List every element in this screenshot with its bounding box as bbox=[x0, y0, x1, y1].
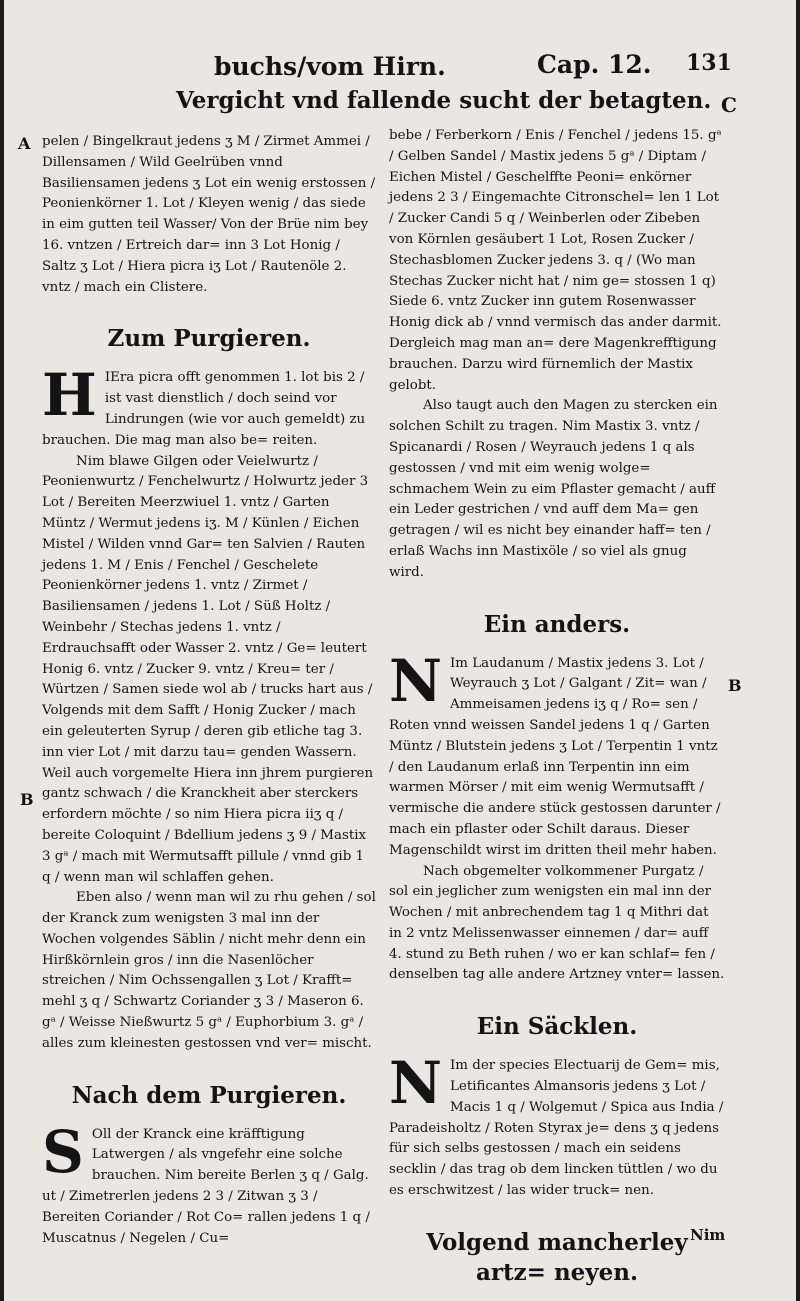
margin-mark-right: B bbox=[728, 676, 742, 695]
drop-cap-h: H bbox=[42, 361, 97, 430]
paragraph-recipe: Nim blawe Gilgen oder Veielwurtz / Peonienwurtz / Fenchelwurtz / Holwurtz jeder 3 Lot / Bereiten Meerzwiuel 1. vntz / Garten Müntz / Wermut jedens iʒ. M / Künlen / Eichen Mistel / Wilden vnnd Gar= ten Salvien / Rauten jedens 1. M / Enis / Fenchel / Geschelete Peonienkörner jedens 1. vntz / Zirmet / Basiliensamen / jedens 1. Lot / Süß Holtz / Weinbehr / Stechas jedens 1. vntz / Erdrauchsafft oder Wasser 2. vntz / Ge= leutert Honig 6. vntz / Zucker 9. vntz / Kreu= ter / Würtzen / Samen siede wol ab / trucks hart aus / Volgends mit dem Safft / Honig Zucker / mach ein geleuterten Syrup / deren gib etliche tag 3. inn vier Lot / mit darzu tau= genden Wassern. Weil auch vorgemelte Hiera inn jhrem purgieren gantz schwach / die Kranckheit aber sterckers erfordern möchte / so nim Hiera picra iiʒ q / bereite Coloquint / Bdellium jedens ʒ 9 / Mastix 3 gᵃ / mach mit Wermutsafft pillule / vnnd gib 1 q / wenn man wil schlaffen gehen. bbox=[42, 453, 374, 885]
paragraph-kraefftigung bbox=[42, 1117, 376, 1250]
paragraph-magen-schilt: Also taugt auch den Magen zu stercken ein solchen Schilt zu tragen. Nim Mastix 3. vntz / Spicanardi / Rosen / Weyrauch jedens 1 q als gestossen / vnd mit eim wenig wolge= schmachem Wein zu eim Pflaster gemacht / auff ein Leder gestrichen / vnd auff dem Ma= gen getragen / wil es nicht bey einander haff= ten / erlaß Wachs inn Mastixöle / so viel als gnug wird. bbox=[389, 398, 718, 580]
left-column bbox=[42, 132, 376, 1249]
left-intro-text: pelen / Bingelkraut jedens ʒ M / Zirmet Ammei / Dillensamen / Wild Geelrüben vnnd Basiliensamen jedens ʒ Lot ein wenig erstossen / Peonienkörner 1. Lot / Kleyen wenig / das siede in eim gutten teil Wasser/ Von der Brüe nim bey 16. vntzen / Ertreich dar= inn 3 Lot Honig / Saltz ʒ Lot / Hiera picra iʒ Lot / Rautenöle 2. vntz / mach ein Clistere. bbox=[42, 134, 376, 295]
paragraph-hiera-picra bbox=[42, 361, 376, 451]
paragraph-rhu: Eben also / wenn man wil zu rhu gehen / sol der Kranck zum wenigsten 3 mal inn der Wochen volgendes Säblin / nicht mehr denn ein Hirßkörnlein gros / inn die Nasenlöcher streichen / Nim Ochssengallen ʒ Lot / Krafft= mehl ʒ q / Schwartz Coriander ʒ 3 / Maseron 6. gᵃ / Weisse Nießwurtz 5 gᵃ / Euphorbium 3. gᵃ / alles zum kleinesten gestossen vnd ver= mischt. bbox=[42, 890, 376, 1051]
heading-volgend-artzneyen: Volgend mancherley artz= neyen. bbox=[426, 1228, 688, 1286]
running-title: buchs/vom Hirn. bbox=[214, 52, 446, 81]
drop-cap-n-2: N bbox=[389, 1049, 443, 1118]
right-intro-text: bebe / Ferberkorn / Enis / Fenchel / jedens 15. gᵃ / Gelben Sandel / Mastix jedens 5 gᵃ / Diptam / Eichen Mistel / Geschelffte Peoni= enkörner jedens 2 3 / Eingemachte Citronschel= len 1 Lot / Zucker Candi 5 q / Weinberlen oder Zibeben von Körnlen gesäubert 1 Lot, Rosen Zucker / Stechasblomen Zucker jedens 3. q / (Wo man Stechas Zucker nicht hat / nim ge= stossen 1 q) Siede 6. vntz Zucker inn gutem Rosenwasser Honig dick ab / vnnd vermisch das ander darmit. Dergleich mag man an= dere Magenkrefftigung brauchen. Darzu wird fürnemlich der Mastix gelobt. bbox=[389, 128, 722, 393]
book-page bbox=[4, 0, 796, 1301]
page-number: 131 bbox=[686, 50, 732, 76]
heading-ein-saecklen: Ein Säcklen. bbox=[476, 1013, 638, 1041]
margin-mark-a: A bbox=[18, 134, 31, 153]
paragraph-species bbox=[389, 1049, 725, 1202]
margin-mark-b: B bbox=[20, 790, 34, 809]
heading-ein-anders: Ein anders. bbox=[483, 610, 631, 638]
right-column bbox=[389, 126, 725, 1301]
heading-nach-dem-purgieren: Nach dem Purgieren. bbox=[71, 1081, 347, 1109]
paragraph-text: Im Laudanum / Mastix jedens 3. Lot / Weyrauch ʒ Lot / Galgant / Zit= wan / Ammeisamen jedens iʒ q / Ro= sen / Roten vnnd weissen Sandel jedens 1 q / Garten Müntz / Blutstein jedens ʒ Lot / Terpentin 1 vntz / den Laudanum erlaß inn Terpentin inn eim warmen Mörser / mit eim wenig Wermutsafft / vermische die andere stück gestossen darunter / mach ein pflaster oder Schilt daraus. Dieser Magenschildt wirst im dritten theil mehr haben. bbox=[389, 655, 721, 858]
signature-mark: C bbox=[721, 93, 737, 117]
paragraph-text: Oll der Kranck eine kräfftigung Latwergen / als vngefehr eine solche brauchen. Nim bereite Berlen ʒ q / Galg. ut / Zimetrerlen jedens 2 3 / Zitwan ʒ 3 / Bereiten Coriander / Rot Co= rallen jedens 1 q / Muscatnus / Negelen / Cu= bbox=[42, 1126, 370, 1246]
paragraph-mithridat: Nach obgemelter volkommener Purgatz / sol ein jeglicher zum wenigsten ein mal inn der Wochen / mit anbrechendem tag 1 q Mithri dat in 2 vntz Melissenwasser einnemen / dar= auff 4. stund zu Beth ruhen / wo er kan schlaf= fen / denselben tag alle andere Artzney vnter= lassen. bbox=[389, 863, 725, 983]
section-title: Vergicht vnd fallende sucht der betagten. bbox=[176, 87, 712, 114]
catchword: Nim bbox=[690, 1226, 726, 1244]
chapter-label: Cap. 12. bbox=[537, 50, 652, 79]
paragraph-text: IEra picra offt genommen 1. lot bis 2 / ist vast dienstlich / doch seind vor Lindrungen (wie vor auch gemeldt) zu brauchen. Die mag man also be= reiten. bbox=[42, 370, 366, 448]
drop-cap-n: N bbox=[389, 646, 443, 715]
paragraph-laudanum bbox=[389, 646, 725, 862]
heading-zum-purgieren: Zum Purgieren. bbox=[107, 325, 311, 353]
drop-cap-s: S bbox=[42, 1117, 84, 1186]
paragraph-text: Im der species Electuarij de Gem= mis, Letificantes Almansoris jedens ʒ Lot / Macis 1 q / Wolgemut / Spica aus India / Paradeisholtz / Roten Styrax je= dens ʒ q jedens für sich selbs gestossen / mach ein seidens secklin / das trag ob dem lincken tüttlen / wo du es erschwitzest / las wider truck= nen. bbox=[389, 1058, 724, 1199]
